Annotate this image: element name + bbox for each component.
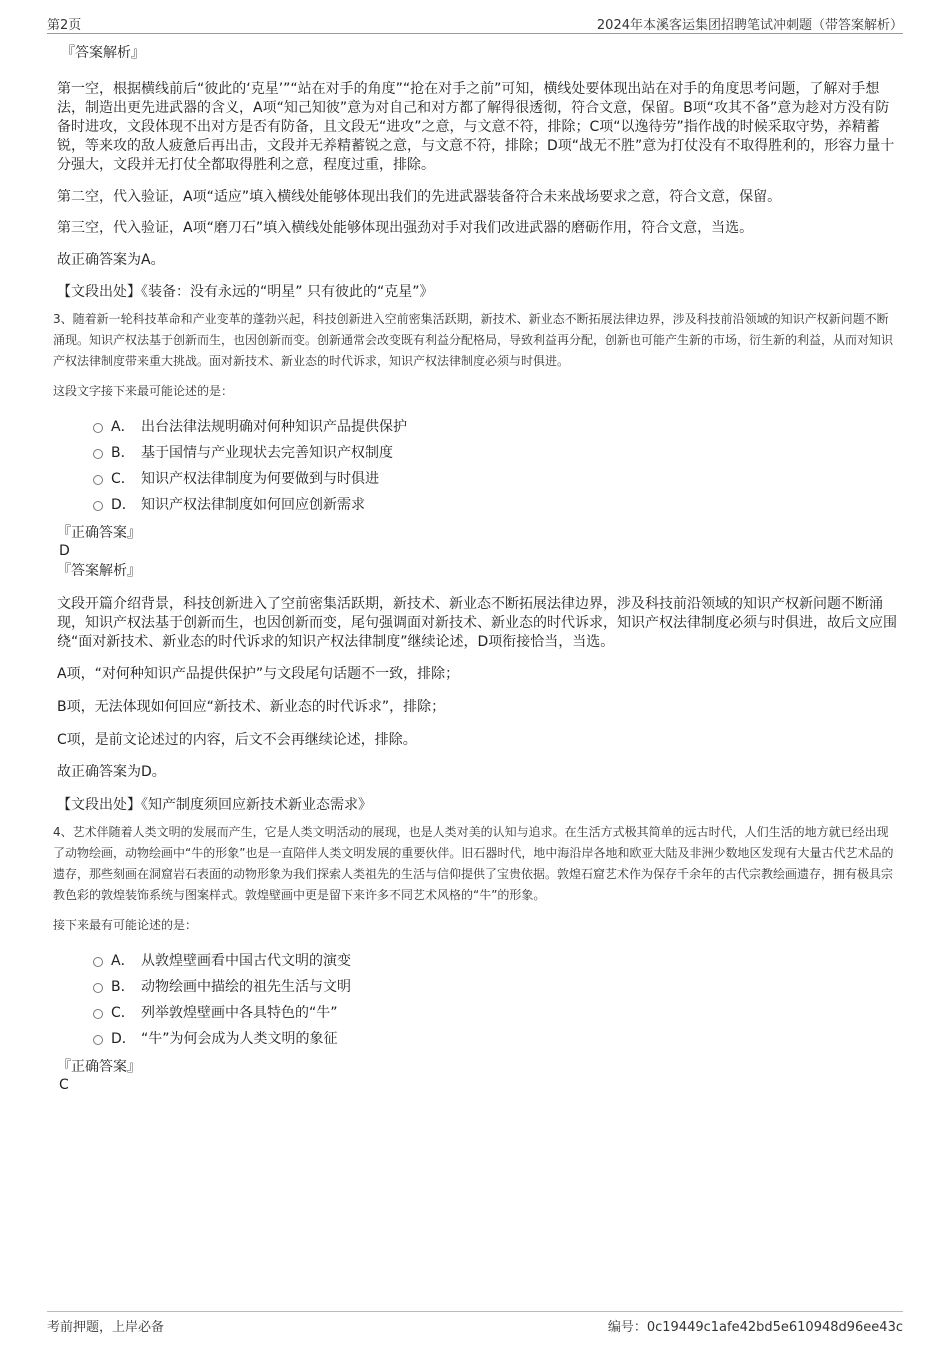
page-footer (47, 1311, 903, 1336)
document-body (53, 44, 897, 1094)
radio-button[interactable] (93, 449, 103, 459)
option-letter: D． (111, 497, 136, 513)
answer-label: 『正确答案』 (57, 1059, 141, 1075)
question-4 (53, 822, 897, 1052)
analysis-paragraph: B项，无法体现如何回应“新技术、新业态的时代诉求”，排除； (57, 699, 446, 715)
question-prompt: 这段文字接下来最可能论述的是： (53, 384, 234, 398)
option-a[interactable] (53, 414, 897, 440)
correct-answer: D (59, 543, 70, 559)
option-text: 从敦煌壁画看中国古代文明的演变 (141, 953, 351, 969)
option-text: 知识产权法律制度如何回应创新需求 (141, 497, 365, 513)
option-c[interactable] (53, 1000, 897, 1026)
source-citation: 【文段出处】《装备：没有永远的“明星” 只有彼此的“克星”》 (57, 284, 434, 300)
document-serial: 编号：0c19449c1afe42bd5e610948d96ee43c (607, 1320, 903, 1335)
analysis-paragraph: C项，是前文论述过的内容，后文不会再继续论述，排除。 (57, 732, 417, 748)
question-stem: 3、随着新一轮科技革命和产业变革的蓬勃兴起，科技创新进入空前密集活跃期，新技术、新业态不断拓展法律边界，涉及科技前沿领域的知识产权新问题不断涌现。知识产权法基于创新而生，也因创新而变。创新通常会改变既有利益分配格局，导致利益再分配，创新也可能产生新的市场，衍生新的利益，从而对知识产权法律制度带来重大挑战。面对新技术、新业态的时代诉求，知识产权法律制度必须与时俱进。 (53, 312, 894, 368)
option-letter: B． (111, 979, 135, 995)
question3-answer-section (57, 524, 897, 815)
radio-button[interactable] (93, 983, 103, 993)
page-number: 第2页 (47, 18, 82, 33)
footer-slogan: 考前押题，上岸必备 (47, 1320, 165, 1335)
options-list (53, 948, 897, 1052)
question-prompt: 接下来最有可能论述的是： (53, 918, 198, 932)
analysis-paragraph: A项，“对何种知识产品提供保护”与文段尾句话题不一致，排除； (57, 666, 460, 682)
analysis-label: 『答案解析』 (61, 45, 145, 61)
question4-answer-section (57, 1058, 897, 1094)
option-b[interactable] (53, 440, 897, 466)
option-text: 动物绘画中描绘的祖先生活与文明 (141, 979, 351, 995)
option-letter: A． (111, 953, 135, 969)
radio-button[interactable] (93, 1009, 103, 1019)
question-stem: 4、艺术伴随着人类文明的发展而产生，它是人类文明活动的展现，也是人类对美的认知与追求。在生活方式极其简单的远古时代，人们生活的地方就已经出现了动物绘画，动物绘画中“牛的形象”也是一直陪伴人类文明发展的重要伙伴。旧石器时代，地中海沿岸各地和欧亚大陆及非洲少数地区发现有大量古代艺术品的遗存，那些刻画在洞窟岩石表面的动物形象为我们探索人类祖先的生活与信仰提供了宝贵依据。敦煌石窟艺术作为保存千余年的古代宗教绘画遗存，拥有极具宗教色彩的敦煌装饰系统与图案样式。敦煌壁画中更是留下来许多不同艺术风格的“牛”的形象。 (53, 825, 894, 902)
source-citation: 【文段出处】《知产制度须回应新技术新业态需求》 (57, 797, 372, 813)
analysis-label: 『答案解析』 (57, 563, 141, 579)
option-d[interactable] (53, 1026, 897, 1052)
question-3 (53, 309, 897, 518)
option-text: 列举敦煌壁画中各具特色的“牛” (141, 1005, 338, 1021)
option-letter: C． (111, 1005, 135, 1021)
option-b[interactable] (53, 974, 897, 1000)
option-letter: D． (111, 1031, 136, 1047)
option-d[interactable] (53, 492, 897, 518)
answer-label: 『正确答案』 (57, 525, 141, 541)
radio-button[interactable] (93, 1035, 103, 1045)
question2-analysis-section (57, 44, 897, 302)
option-text: 出台法律法规明确对何种知识产品提供保护 (141, 419, 407, 435)
analysis-conclusion: 故正确答案为A。 (57, 252, 165, 268)
radio-button[interactable] (93, 423, 103, 433)
document-title: 2024年本溪客运集团招聘笔试冲刺题（带答案解析） (596, 18, 903, 33)
analysis-paragraph: 第二空，代入验证，A项“适应”填入横线处能够体现出我们的先进武器装备符合未来战场要求之意，符合文意，保留。 (57, 189, 782, 205)
option-letter: C． (111, 471, 135, 487)
analysis-paragraph: 文段开篇介绍背景，科技创新进入了空前密集活跃期，新技术、新业态不断拓展法律边界，涉及科技前沿领域的知识产权新问题不断涌现，知识产权法基于创新而生，也因创新而变，尾句强调面对新技术、新业态的时代诉求，知识产权法律制度必须与时俱进，故后文应围绕“面对新技术、新业态的时代诉求的知识产权法律制度”继续论述，D项衔接恰当，当选。 (57, 596, 897, 650)
options-list (53, 414, 897, 518)
radio-button[interactable] (93, 501, 103, 511)
radio-button[interactable] (93, 957, 103, 967)
option-letter: B． (111, 445, 135, 461)
option-text: “牛”为何会成为人类文明的象征 (141, 1031, 338, 1047)
page-header (47, 11, 903, 34)
radio-button[interactable] (93, 475, 103, 485)
option-text: 知识产权法律制度为何要做到与时俱进 (141, 471, 379, 487)
correct-answer: C (59, 1077, 69, 1093)
analysis-paragraph: 第三空，代入验证，A项“磨刀石”填入横线处能够体现出强劲对手对我们改进武器的磨砺作用，符合文意，当选。 (57, 220, 754, 236)
analysis-paragraph: 第一空，根据横线前后“彼此的‘克星’”“站在对手的角度”“抢在对手之前”可知，横线处要体现出站在对手的角度思考问题，了解对手想法，制造出更先进武器的含义，A项“知己知彼”意为对自己和对方都了解得很透彻，符合文意，保留。B项“攻其不备”意为趁对方没有防备时进攻，文段体现不出对方是否有防备，且文段无“进攻”之意，与文意不符，排除；C项“以逸待劳”指作战的时候采取守势，养精蓄锐，等来攻的敌人疲惫后再出击，文段并无养精蓄锐之意，与文意不符，排除；D项“战无不胜”意为打仗没有不取得胜利的，形容力量十分强大，文段并无打仗全都取得胜利之意，程度过重，排除。 (57, 81, 895, 173)
analysis-conclusion: 故正确答案为D。 (57, 764, 166, 780)
option-a[interactable] (53, 948, 897, 974)
option-text: 基于国情与产业现状去完善知识产权制度 (141, 445, 393, 461)
option-letter: A． (111, 419, 135, 435)
option-c[interactable] (53, 466, 897, 492)
